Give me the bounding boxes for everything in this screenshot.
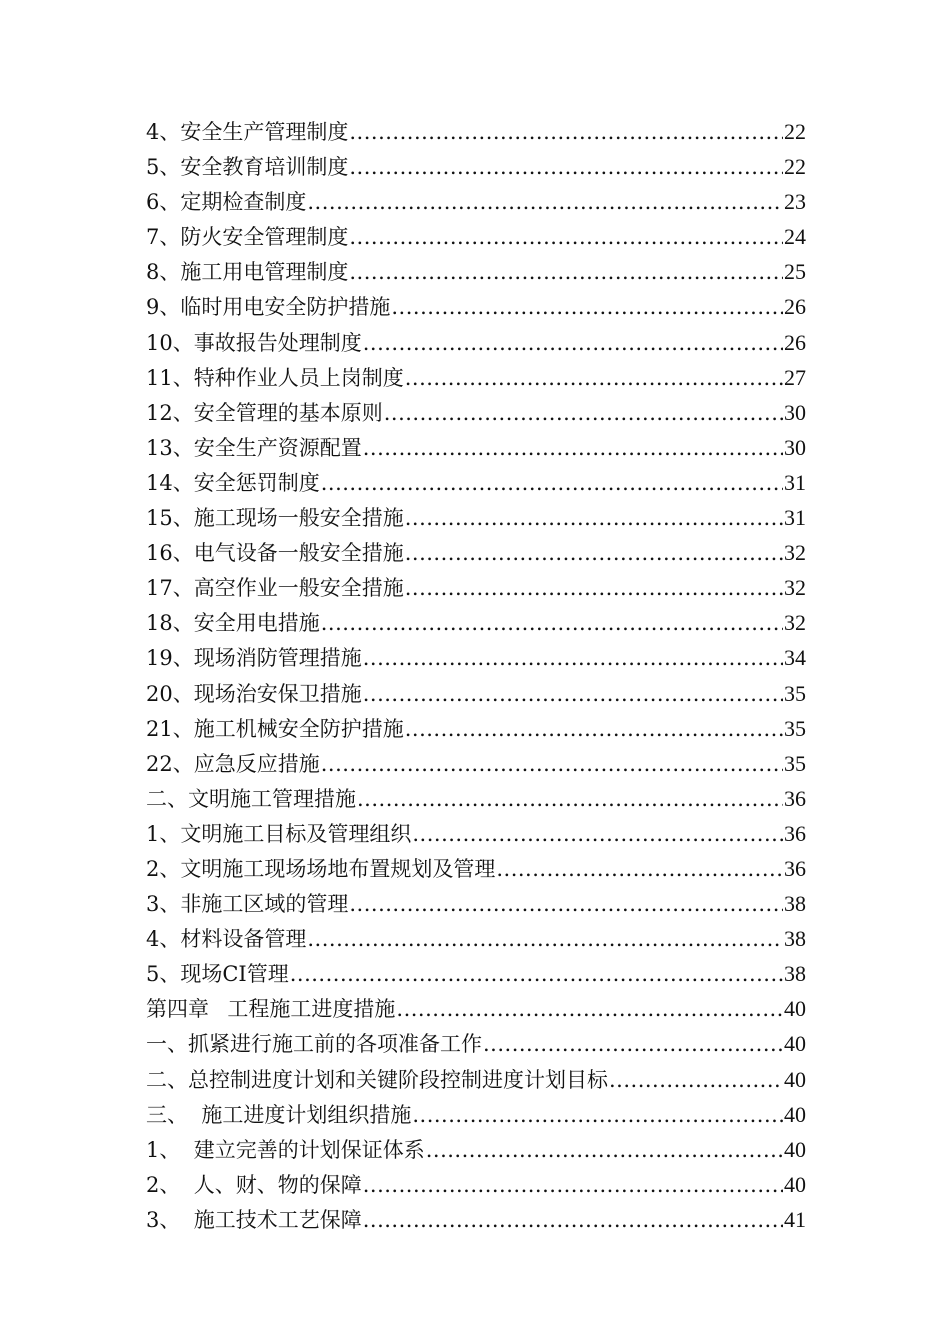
- toc-page-number: 35: [784, 680, 806, 706]
- toc-entry-title: 14、安全惩罚制度: [146, 470, 320, 495]
- toc-page-number: 31: [784, 469, 806, 495]
- toc-entry-title: 11、特种作业人员上岗制度: [146, 365, 404, 390]
- toc-page-number: 35: [784, 715, 806, 741]
- toc-entry[interactable]: [146, 219, 806, 254]
- toc-dot-leader: [426, 1133, 783, 1168]
- toc-entry-title: 21、施工机械安全防护措施: [146, 716, 404, 741]
- toc-entry[interactable]: [146, 1062, 806, 1097]
- toc-entry-title: 二、文明施工管理措施: [146, 786, 356, 811]
- toc-page-number: 32: [784, 575, 806, 601]
- toc-page-number: 40: [784, 1031, 806, 1057]
- toc-entry[interactable]: [146, 781, 806, 816]
- toc-page-number: 25: [784, 259, 806, 285]
- toc-entry-title: 工程施工进度措施: [227, 997, 396, 1022]
- toc-dot-leader: [405, 361, 783, 396]
- toc-entry[interactable]: [146, 1167, 806, 1202]
- toc-page-number: 36: [784, 785, 806, 811]
- toc-page-number: 38: [784, 961, 806, 987]
- toc-entry-title: 4、安全生产管理制度: [146, 120, 349, 144]
- toc-entry[interactable]: [146, 395, 806, 430]
- toc-entry-title: 10、事故报告处理制度: [146, 330, 362, 355]
- toc-dot-leader: [363, 1168, 783, 1203]
- toc-page-number: 40: [784, 1066, 806, 1092]
- toc-entry[interactable]: [146, 360, 806, 395]
- toc-entry-title: 1、 建立完善的计划保证体系: [146, 1137, 425, 1162]
- toc-dot-leader: [363, 641, 783, 676]
- toc-dot-leader: [363, 431, 783, 466]
- toc-entry[interactable]: [146, 325, 806, 360]
- toc-entry[interactable]: [146, 184, 806, 219]
- toc-entry[interactable]: [146, 676, 806, 711]
- toc-entry[interactable]: [146, 956, 806, 991]
- toc-entry-title: 6、定期检查制度: [146, 190, 307, 215]
- toc-entry-title: 二、总控制进度计划和关键阶段控制进度计划目标: [146, 1067, 608, 1092]
- toc-entry[interactable]: [146, 570, 806, 605]
- toc-entry[interactable]: [146, 149, 806, 184]
- toc-entry-title: 15、施工现场一般安全措施: [146, 506, 404, 531]
- toc-entry[interactable]: [146, 289, 806, 324]
- toc-entry-title: 8、施工用电管理制度: [146, 260, 349, 285]
- toc-entry-title: 5、现场CI管理: [146, 962, 289, 987]
- toc-entry-title: 5、安全教育培训制度: [146, 155, 349, 180]
- toc-entry-title: 16、电气设备一般安全措施: [146, 541, 404, 566]
- toc-entry[interactable]: [146, 535, 806, 570]
- toc-dot-leader: [405, 501, 783, 536]
- toc-dot-leader: [357, 782, 783, 817]
- toc-page-number: 40: [784, 996, 806, 1022]
- toc-page-number: 22: [784, 119, 806, 144]
- toc-page-number: 40: [784, 1136, 806, 1162]
- toc-dot-leader: [321, 466, 783, 501]
- toc-dot-leader: [391, 290, 783, 325]
- toc-dot-leader: [321, 747, 783, 782]
- toc-dot-leader: [405, 536, 783, 571]
- toc-entry[interactable]: [146, 921, 806, 956]
- toc-entry-title: 三、 施工进度计划组织措施: [146, 1102, 412, 1127]
- toc-entry-title: 18、安全用电措施: [146, 611, 320, 636]
- toc-dot-leader: [321, 606, 783, 641]
- toc-dot-leader: [483, 1027, 783, 1062]
- toc-dot-leader: [405, 712, 783, 747]
- toc-entry-title: 2、文明施工现场场地布置规划及管理: [146, 856, 496, 881]
- toc-entry[interactable]: [146, 500, 806, 535]
- toc-page-number: 30: [784, 399, 806, 425]
- toc-page-number: 40: [784, 1101, 806, 1127]
- toc-entry-title: 17、高空作业一般安全措施: [146, 576, 404, 601]
- toc-entry[interactable]: [146, 711, 806, 746]
- toc-page-number: 30: [784, 434, 806, 460]
- toc-dot-leader: [496, 852, 783, 887]
- toc-entry[interactable]: [146, 254, 806, 289]
- toc-entry-title: 20、现场治安保卫措施: [146, 681, 362, 706]
- toc-page-number: 36: [784, 820, 806, 846]
- toc-page-number: 35: [784, 750, 806, 776]
- toc-page-number: 40: [784, 1171, 806, 1197]
- toc-entry-title: 13、安全生产资源配置: [146, 435, 362, 460]
- toc-entry[interactable]: [146, 605, 806, 640]
- toc-chapter-label: 第四章: [146, 997, 209, 1022]
- toc-dot-leader: [363, 677, 783, 712]
- toc-entry-title: 1、文明施工目标及管理组织: [146, 821, 412, 846]
- toc-page-number: 38: [784, 891, 806, 917]
- toc-dot-leader: [396, 992, 783, 1027]
- toc-page-number: 26: [784, 294, 806, 320]
- toc-chapter-entry[interactable]: [146, 991, 806, 1026]
- toc-dot-leader: [349, 150, 783, 185]
- toc-dot-leader: [349, 220, 783, 255]
- toc-page-number: 41: [784, 1206, 806, 1232]
- toc-dot-leader: [290, 957, 783, 992]
- toc-entry[interactable]: [146, 746, 806, 781]
- toc-page-number: 32: [784, 610, 806, 636]
- toc-page-number: 38: [784, 926, 806, 952]
- toc-page-number: 32: [784, 540, 806, 566]
- toc-dot-leader: [412, 1098, 783, 1133]
- toc-dot-leader: [384, 396, 783, 431]
- toc-entry-title: 4、材料设备管理: [146, 927, 307, 952]
- toc-page-number: 22: [784, 154, 806, 180]
- toc-entry[interactable]: [146, 1026, 806, 1061]
- toc-page-number: 36: [784, 855, 806, 881]
- toc-entry[interactable]: [146, 1132, 806, 1167]
- toc-entry[interactable]: [146, 430, 806, 465]
- toc-entry[interactable]: [146, 886, 806, 921]
- toc-page-number: 34: [784, 645, 806, 671]
- toc-dot-leader: [363, 326, 783, 361]
- toc-dot-leader: [349, 887, 783, 922]
- toc-entry-title: 2、 人、财、物的保障: [146, 1172, 362, 1197]
- table-of-contents: [146, 114, 806, 1237]
- toc-entry[interactable]: [146, 640, 806, 675]
- toc-entry[interactable]: [146, 1202, 806, 1237]
- toc-page-number: 31: [784, 505, 806, 531]
- toc-entry-title: 22、应急反应措施: [146, 751, 320, 776]
- toc-dot-leader: [349, 255, 783, 290]
- toc-page-number: 26: [784, 329, 806, 355]
- toc-dot-leader: [349, 115, 783, 150]
- toc-entry-title: 3、 施工技术工艺保障: [146, 1207, 362, 1232]
- toc-page-number: 23: [784, 189, 806, 215]
- toc-dot-leader: [307, 922, 783, 957]
- toc-dot-leader: [412, 817, 783, 852]
- toc-dot-leader: [307, 185, 783, 220]
- toc-page-number: 27: [784, 364, 806, 390]
- toc-entry-title: 19、现场消防管理措施: [146, 646, 362, 671]
- toc-entry-title: 3、非施工区域的管理: [146, 892, 349, 917]
- toc-dot-leader: [609, 1063, 783, 1098]
- toc-entry-title: 9、临时用电安全防护措施: [146, 295, 391, 320]
- toc-entry-title: 12、安全管理的基本原则: [146, 400, 383, 425]
- toc-entry[interactable]: [146, 816, 806, 851]
- toc-entry[interactable]: [146, 114, 806, 149]
- toc-entry[interactable]: [146, 1097, 806, 1132]
- toc-dot-leader: [363, 1203, 783, 1238]
- toc-dot-leader: [405, 571, 783, 606]
- toc-entry[interactable]: [146, 465, 806, 500]
- toc-page-number: 24: [784, 224, 806, 250]
- toc-entry-title: 7、防火安全管理制度: [146, 225, 349, 250]
- toc-entry-title: 一、抓紧进行施工前的各项准备工作: [146, 1032, 482, 1057]
- toc-entry[interactable]: [146, 851, 806, 886]
